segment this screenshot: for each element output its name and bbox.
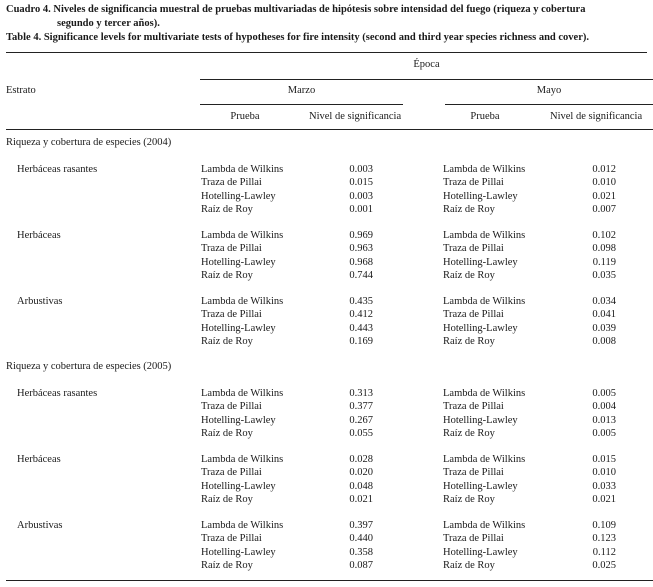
- mayo-test-name: Raíz de Roy: [443, 493, 495, 505]
- mayo-significance-value: 0.034: [592, 296, 616, 307]
- mayo-significance-value: 0.123: [592, 533, 616, 545]
- marzo-significance-value: 0.744: [349, 269, 373, 281]
- group-label: Arbustivas: [17, 520, 63, 531]
- mayo-significance-value: 0.004: [592, 401, 616, 413]
- marzo-significance-value: 0.377: [349, 401, 373, 413]
- section-title: Riqueza y cobertura de especies (2004): [6, 137, 172, 148]
- marzo-significance-value: 0.440: [349, 533, 373, 545]
- mayo-test-name: Traza de Pillai: [443, 243, 504, 255]
- mayo-significance-value: 0.005: [592, 388, 616, 399]
- mayo-test-name: Lambda de Wilkins: [443, 230, 526, 241]
- marzo-test-name: Lambda de Wilkins: [201, 454, 284, 465]
- mayo-test-name: Traza de Pillai: [443, 401, 504, 413]
- header-epoca: Época: [413, 59, 440, 70]
- mayo-significance-value: 0.021: [592, 493, 616, 505]
- mayo-test-name: Lambda de Wilkins: [443, 520, 526, 531]
- header-mayo: Mayo: [536, 85, 562, 96]
- header-marzo-nivel: Nivel de significancia: [309, 111, 402, 122]
- marzo-test-name: Raíz de Roy: [201, 269, 253, 281]
- marzo-test-name: Hotelling-Lawley: [201, 256, 276, 268]
- mayo-significance-value: 0.033: [592, 480, 616, 492]
- mayo-significance-value: 0.098: [592, 243, 616, 255]
- mayo-test-name: Lambda de Wilkins: [443, 164, 526, 175]
- mayo-significance-value: 0.102: [592, 230, 616, 241]
- mayo-test-name: Lambda de Wilkins: [443, 296, 526, 307]
- marzo-test-name: Raíz de Roy: [201, 559, 253, 571]
- marzo-significance-value: 0.358: [349, 546, 373, 558]
- marzo-significance-value: 0.015: [349, 177, 373, 189]
- mayo-test-name: Hotelling-Lawley: [443, 190, 518, 202]
- marzo-significance-value: 0.313: [349, 388, 373, 399]
- group-label: Herbáceas: [17, 230, 61, 241]
- marzo-significance-value: 0.412: [349, 309, 373, 321]
- caption-es-line2: segundo y tercer años).: [57, 18, 160, 29]
- bottom-rule: [6, 580, 653, 581]
- mayo-test-name: Raíz de Roy: [443, 427, 495, 439]
- marzo-significance-value: 0.169: [349, 335, 373, 347]
- mayo-test-name: Hotelling-Lawley: [443, 322, 518, 334]
- mayo-significance-value: 0.013: [592, 414, 616, 426]
- mayo-significance-value: 0.109: [592, 520, 616, 531]
- mayo-test-name: Traza de Pillai: [443, 467, 504, 479]
- mayo-test-name: Lambda de Wilkins: [443, 454, 526, 465]
- marzo-significance-value: 0.397: [349, 520, 373, 531]
- mayo-significance-value: 0.005: [592, 427, 616, 439]
- mayo-test-name: Hotelling-Lawley: [443, 256, 518, 268]
- marzo-significance-value: 0.055: [349, 427, 373, 439]
- marzo-test-name: Traza de Pillai: [201, 309, 262, 321]
- mayo-significance-value: 0.010: [592, 177, 616, 189]
- marzo-test-name: Hotelling-Lawley: [201, 480, 276, 492]
- marzo-test-name: Raíz de Roy: [201, 493, 253, 505]
- marzo-test-name: Traza de Pillai: [201, 401, 262, 413]
- marzo-test-name: Hotelling-Lawley: [201, 190, 276, 202]
- marzo-test-name: Hotelling-Lawley: [201, 546, 276, 558]
- marzo-significance-value: 0.963: [349, 243, 373, 255]
- marzo-test-name: Raíz de Roy: [201, 427, 253, 439]
- caption-en: Table 4. Significance levels for multivariate tests of hypotheses for fire intensity (second and third year species richness and cover).: [6, 32, 590, 43]
- mayo-significance-value: 0.021: [592, 190, 616, 202]
- mayo-test-name: Raíz de Roy: [443, 559, 495, 571]
- marzo-test-name: Hotelling-Lawley: [201, 414, 276, 426]
- mayo-test-name: Hotelling-Lawley: [443, 414, 518, 426]
- mayo-test-name: Raíz de Roy: [443, 335, 495, 347]
- marzo-significance-value: 0.021: [349, 493, 373, 505]
- marzo-significance-value: 0.048: [349, 480, 373, 492]
- marzo-significance-value: 0.001: [349, 203, 373, 215]
- marzo-test-name: Traza de Pillai: [201, 467, 262, 479]
- mayo-test-name: Hotelling-Lawley: [443, 480, 518, 492]
- mayo-significance-value: 0.008: [592, 335, 616, 347]
- mayo-test-name: Traza de Pillai: [443, 177, 504, 189]
- marzo-significance-value: 0.003: [349, 190, 373, 202]
- marzo-test-name: Lambda de Wilkins: [201, 230, 284, 241]
- header-rule: [6, 129, 653, 130]
- mayo-rule: [445, 104, 653, 105]
- mayo-test-name: Raíz de Roy: [443, 203, 495, 215]
- marzo-test-name: Lambda de Wilkins: [201, 520, 284, 531]
- mayo-test-name: Traza de Pillai: [443, 533, 504, 545]
- section-title: Riqueza y cobertura de especies (2005): [6, 361, 172, 372]
- header-marzo: Marzo: [287, 85, 316, 96]
- marzo-test-name: Raíz de Roy: [201, 335, 253, 347]
- mayo-significance-value: 0.007: [592, 203, 616, 215]
- marzo-test-name: Lambda de Wilkins: [201, 164, 284, 175]
- marzo-significance-value: 0.435: [349, 296, 373, 307]
- mayo-significance-value: 0.035: [592, 269, 616, 281]
- marzo-significance-value: 0.968: [349, 256, 373, 268]
- mayo-significance-value: 0.010: [592, 467, 616, 479]
- marzo-test-name: Hotelling-Lawley: [201, 322, 276, 334]
- marzo-significance-value: 0.267: [349, 414, 373, 426]
- marzo-test-name: Raíz de Roy: [201, 203, 253, 215]
- mayo-test-name: Raíz de Roy: [443, 269, 495, 281]
- marzo-test-name: Traza de Pillai: [201, 533, 262, 545]
- mayo-significance-value: 0.015: [592, 454, 616, 465]
- mayo-significance-value: 0.112: [592, 546, 616, 558]
- marzo-test-name: Lambda de Wilkins: [201, 296, 284, 307]
- marzo-rule: [200, 104, 403, 105]
- marzo-significance-value: 0.003: [349, 164, 373, 175]
- marzo-significance-value: 0.087: [349, 559, 373, 571]
- top-rule: [6, 52, 647, 53]
- marzo-test-name: Traza de Pillai: [201, 243, 262, 255]
- header-mayo-nivel: Nivel de significancia: [550, 111, 643, 122]
- epoca-rule: [200, 79, 653, 80]
- mayo-significance-value: 0.012: [592, 164, 616, 175]
- header-mayo-prueba: Prueba: [470, 111, 500, 122]
- mayo-significance-value: 0.025: [592, 559, 616, 571]
- mayo-significance-value: 0.039: [592, 322, 616, 334]
- caption-es-line1: Cuadro 4. Niveles de significancia muestral de pruebas multivariadas de hipótesis sobre intensidad del fuego (riqueza y cobertura: [6, 4, 586, 15]
- header-marzo-prueba: Prueba: [230, 111, 260, 122]
- mayo-test-name: Hotelling-Lawley: [443, 546, 518, 558]
- marzo-significance-value: 0.443: [349, 322, 373, 334]
- mayo-significance-value: 0.119: [592, 256, 616, 268]
- header-estrato: Estrato: [6, 85, 36, 96]
- group-label: Herbáceas rasantes: [17, 388, 98, 399]
- marzo-test-name: Traza de Pillai: [201, 177, 262, 189]
- marzo-significance-value: 0.020: [349, 467, 373, 479]
- mayo-test-name: Traza de Pillai: [443, 309, 504, 321]
- group-label: Herbáceas rasantes: [17, 164, 98, 175]
- group-label: Arbustivas: [17, 296, 63, 307]
- marzo-test-name: Lambda de Wilkins: [201, 388, 284, 399]
- mayo-test-name: Lambda de Wilkins: [443, 388, 526, 399]
- mayo-significance-value: 0.041: [592, 309, 616, 321]
- marzo-significance-value: 0.969: [349, 230, 373, 241]
- marzo-significance-value: 0.028: [349, 454, 373, 465]
- group-label: Herbáceas: [17, 454, 61, 465]
